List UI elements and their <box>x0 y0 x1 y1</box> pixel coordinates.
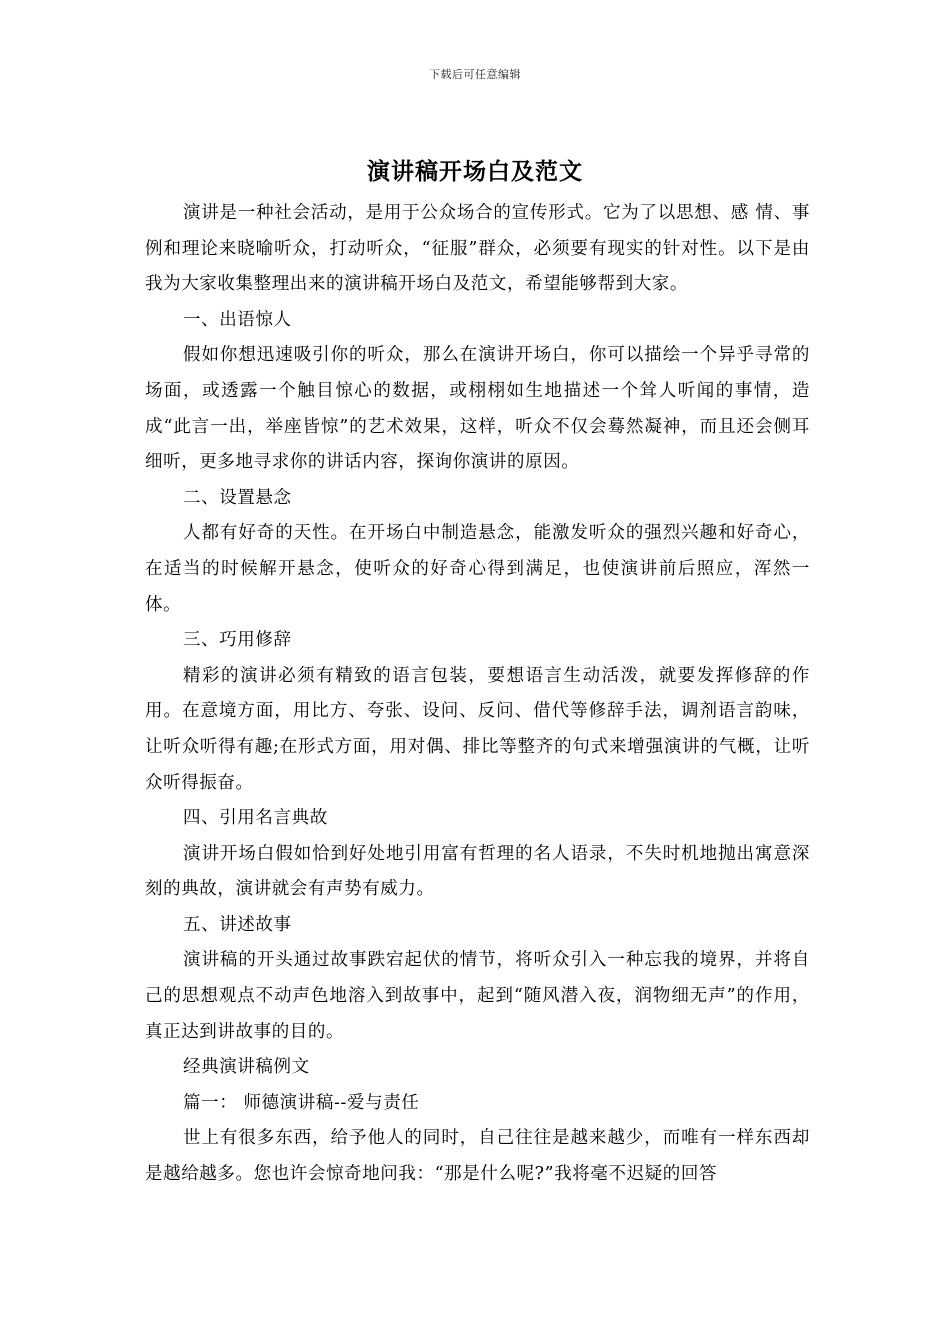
section-heading: 五、讲述故事 <box>183 914 292 935</box>
section-heading: 二、设置悬念 <box>183 487 292 508</box>
body-paragraph: 世上有很多东西，给予他人的同时，自己往往是越来越少，而唯有一样东西却是越给越多。您也许会惊奇地问我：“那是什么呢?”我将毫不迟疑的回答 <box>145 1128 810 1185</box>
section-heading: 四、引用名言典故 <box>183 808 328 829</box>
body-paragraph: 人都有好奇的天性。在开场白中制造悬念，能激发听众的强烈兴趣和好奇心，在适当的时候解开悬念，使听众的好奇心得到满足，也使演讲前后照应，浑然一体。 <box>145 523 810 615</box>
intro-paragraph: 演讲是一种社会活动，是用于公众场合的宣传形式。它为了以思想、感 情、事例和理论来晓喻听众，打动听众，“征服”群众，必须要有现实的针对性。以下是由我为大家收集整理出来的演讲稿开场白及范文，希望能够帮到大家。 <box>145 203 810 295</box>
document-title: 演讲稿开场白及范文 <box>367 158 583 185</box>
section-heading: 三、巧用修辞 <box>183 630 292 651</box>
document-body <box>145 196 810 1193</box>
body-paragraph: 演讲稿的开头通过故事跌宕起伏的情节，将听众引入一种忘我的境界，并将自己的思想观点不动声色地溶入到故事中，起到“随风潜入夜，润物细无声”的作用，真正达到讲故事的目的。 <box>145 950 810 1042</box>
body-paragraph: 假如你想迅速吸引你的听众，那么在演讲开场白，你可以描绘一个异乎寻常的场面，或透露一个触目惊心的数据，或栩栩如生地描述一个耸人听闻的事情，造成“此言一出，举座皆惊”的艺术效果，这样，听众不仅会蓦然凝神，而且还会侧耳细听，更多地寻求你的讲话内容，探询你演讲的原因。 <box>145 345 810 473</box>
section-heading: 经典演讲稿例文 <box>183 1057 310 1078</box>
body-paragraph: 演讲开场白假如恰到好处地引用富有哲理的名人语录，不失时机地抛出寓意深刻的典故，演讲就会有声势有威力。 <box>145 843 810 900</box>
section-heading: 一、出语惊人 <box>183 309 292 330</box>
body-paragraph: 精彩的演讲必须有精致的语言包装，要想语言生动活泼，就要发挥修辞的作用。在意境方面，用比方、夸张、设问、反问、借代等修辞手法，调剂语言韵味，让听众听得有趣;在形式方面，用对偶、排比等整齐的句式来增强演讲的气概，让听众听得振奋。 <box>145 665 810 793</box>
example-title: 篇一： 师德演讲稿--爱与责任 <box>183 1092 420 1113</box>
page-header: 下载后可任意编辑 <box>429 68 521 81</box>
